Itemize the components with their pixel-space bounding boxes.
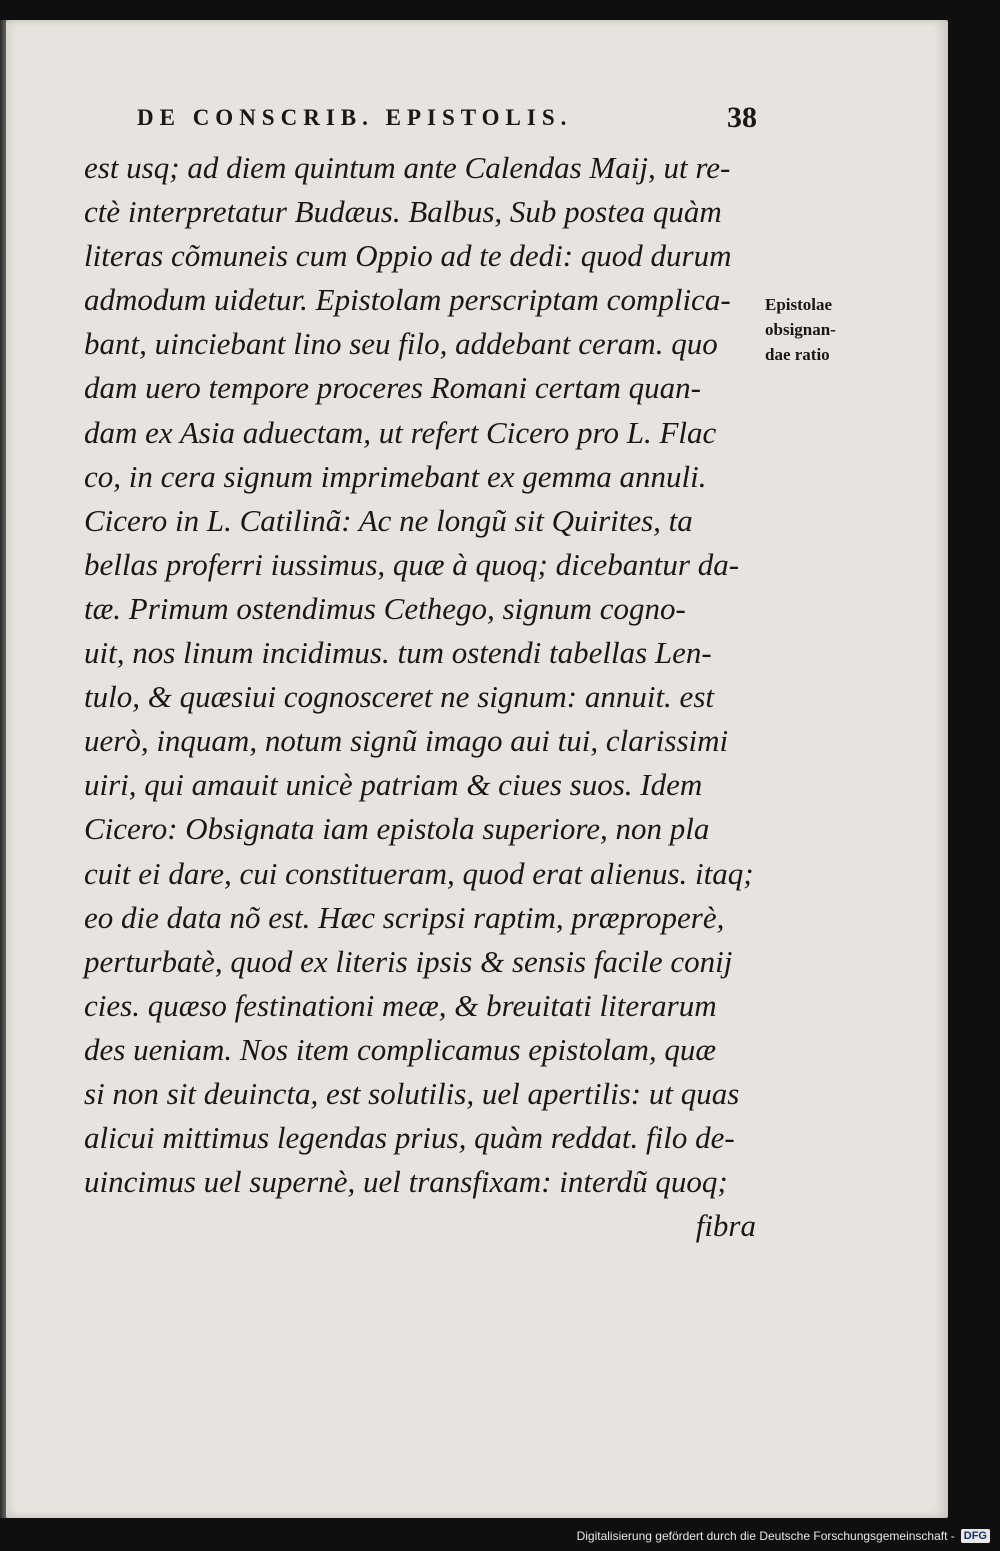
text-line: uincimus uel supernè, uel transfixam: interdũ quoq; [84, 1164, 728, 1200]
text-line: bellas proferri iussimus, quæ à quoq; dicebantur da- [84, 546, 740, 582]
text-line: des ueniam. Nos item complicamus epistolam, quæ [84, 1031, 717, 1067]
text-line: dam ex Asia aduectam, ut refert Cicero pro L. Flac [84, 414, 717, 450]
text-line: tæ. Primum ostendimus Cethego, signum cogno- [84, 590, 686, 626]
main-text-block [84, 146, 764, 1248]
catchword: fibra [695, 1208, 756, 1244]
text-line: uit, nos linum incidimus. tum ostendi tabellas Len- [84, 635, 712, 671]
footer-credit: Digitalisierung gefördert durch die Deutsche Forschungsgemeinschaft - [576, 1529, 955, 1543]
marginal-note-line: obsignan- [765, 320, 836, 339]
text-line: si non sit deuincta, est solutilis, uel apertilis: ut quas [84, 1075, 740, 1111]
text-line: dam uero tempore proceres Romani certam quan- [84, 370, 702, 406]
text-line: uerò, inquam, notum signũ imago aui tui, clarissimi [84, 723, 729, 759]
text-line: bant, uinciebant lino seu filo, addebant ceram. quo [84, 326, 718, 362]
text-line: ctè interpretatur Budæus. Balbus, Sub postea quàm [84, 194, 722, 230]
text-line: perturbatè, quod ex literis ipsis & sensis facile conij [84, 943, 733, 979]
text-line: Cicero in L. Catilinã: Ac ne longũ sit Quirites, ta [84, 502, 693, 538]
text-line: Cicero: Obsignata iam epistola superiore, non pla [84, 811, 710, 847]
marginal-note [765, 292, 875, 367]
text-line: admodum uidetur. Epistolam perscriptam complica- [84, 282, 731, 318]
text-line: alicui mittimus legendas prius, quàm reddat. filo de- [84, 1120, 735, 1156]
marginal-note-line: dae ratio [765, 345, 830, 364]
text-line: est usq; ad diem quintum ante Calendas Maij, ut re- [84, 150, 731, 185]
text-line: uiri, qui amauit unicè patriam & ciues suos. Idem [84, 767, 703, 803]
text-line: tulo, & quæsiui cognosceret ne signum: annuit. est [84, 679, 714, 715]
text-line: cies. quæso festinationi meæ, & breuitati literarum [84, 987, 717, 1023]
text-line: eo die data nõ est. Hæc scripsi raptim, præproperè, [84, 899, 725, 935]
running-head-title: DE CONSCRIB. EPISTOLIS. [137, 105, 573, 130]
dfg-logo-icon: DFG [961, 1529, 990, 1543]
running-head [137, 101, 757, 139]
text-line: literas cõmuneis cum Oppio ad te dedi: quod durum [84, 238, 732, 274]
marginal-note-line: Epistolae [765, 295, 833, 314]
text-line: cuit ei dare, cui constitueram, quod erat alienus. itaq; [84, 855, 754, 891]
text-line: co, in cera signum imprimebant ex gemma annuli. [84, 458, 707, 494]
page-number: 38 [727, 101, 757, 134]
digitization-footer [577, 1526, 990, 1546]
